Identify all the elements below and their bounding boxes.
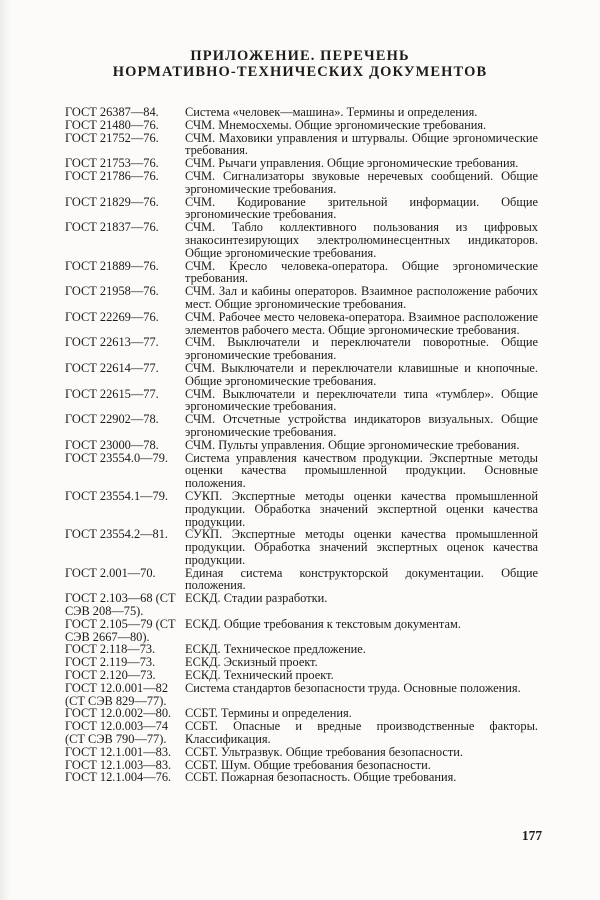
standard-description: ЕСКД. Общие требования к текстовым документам. xyxy=(185,616,461,631)
page-title-line2: НОРМАТИВНО-ТЕХНИЧЕСКИХ ДОКУМЕНТОВ xyxy=(112,64,488,80)
gost-number: ГОСТ 21752—76. xyxy=(65,130,159,145)
standard-description: СЧМ. Выключатели и переключатели типа «тумблер». Общие эргономические требования. xyxy=(185,386,538,414)
page-title-line1: ПРИЛОЖЕНИЕ. ПЕРЕЧЕНЬ xyxy=(190,48,410,64)
gost-number: ГОСТ 21786—76. xyxy=(65,168,159,183)
standard-description: СУКП. Экспертные методы оценки качества промышленной продукции. Обработка значений экспертных оценок качества продукции. xyxy=(185,527,538,567)
gost-number: ГОСТ 2.118—73. xyxy=(65,642,156,657)
standard-entry xyxy=(65,490,538,528)
standard-description: СЧМ. Сигнализаторы звуковые неречевых сообщений. Общие эргономические требования. xyxy=(185,168,538,196)
standard-entry xyxy=(65,771,538,784)
standard-entry xyxy=(65,528,538,566)
gost-number: ГОСТ 12.0.002—80. xyxy=(65,706,172,721)
standard-description: СЧМ. Выключатели и переключатели поворотные. Общие эргономические требования. xyxy=(185,335,538,363)
standard-description: Система «человек—машина». Термины и определения. xyxy=(185,105,478,119)
gost-number: ГОСТ 21837—76. xyxy=(65,220,159,235)
standard-entry xyxy=(65,567,538,593)
gost-number: ГОСТ 21829—76. xyxy=(65,194,159,209)
standard-entry xyxy=(65,285,538,311)
gost-number: ГОСТ 12.1.001—83. xyxy=(65,744,172,759)
gost-number: ГОСТ 22902—78. xyxy=(65,412,159,427)
standard-description: СЧМ. Рабочее место человека-оператора. Взаимное расположение элементов рабочего места. Общие эргономические требования. xyxy=(185,309,538,337)
gost-number: ГОСТ 21753—76. xyxy=(65,156,159,171)
gost-number: ГОСТ 2.105—79 (СТ СЭВ 2667—80). xyxy=(65,616,176,644)
standard-description: СЧМ. Отсчетные устройства индикаторов визуальных. Общие эргономические требования. xyxy=(185,412,538,439)
gost-number: ГОСТ 21480—76. xyxy=(65,117,159,132)
standard-description: СЧМ. Маховики управления и штурвалы. Общие эргономические требования. xyxy=(185,130,538,158)
gost-number: ГОСТ 23000—78. xyxy=(65,437,159,452)
gost-number: ГОСТ 2.120—73. xyxy=(65,668,156,683)
page-title xyxy=(0,48,600,80)
page-number: 177 xyxy=(521,828,543,843)
standard-description: СЧМ. Кодирование зрительной информации. Общие эргономические требования. xyxy=(185,194,538,222)
gost-number: ГОСТ 22614—77. xyxy=(65,360,159,375)
standard-entry xyxy=(65,720,538,746)
standard-entry xyxy=(65,221,538,259)
gost-number: ГОСТ 26387—84. xyxy=(65,105,159,119)
standard-description: СЧМ. Кресло человека-оператора. Общие эргономические требования. xyxy=(185,258,538,286)
standard-description: СЧМ. Пульты управления. Общие эргономические требования. xyxy=(185,437,520,452)
gost-number: ГОСТ 12.1.004—76. xyxy=(65,770,172,785)
standard-entry xyxy=(65,388,538,414)
standard-description: ССБТ. Шум. Общие требования безопасности. xyxy=(185,757,431,772)
gost-number: ГОСТ 2.001—70. xyxy=(65,565,156,580)
standard-entry xyxy=(65,413,538,439)
standard-entry xyxy=(65,170,538,196)
standard-description: СЧМ. Табло коллективного пользования из цифровых знакосинтезирующих электролюминесцентных индикаторов. Общие эргономические требования. xyxy=(185,220,538,260)
standard-description: ССБТ. Опасные и вредные производственные факторы. Классификация. xyxy=(185,719,538,747)
standard-entry xyxy=(65,746,538,759)
gost-number: ГОСТ 23554.0—79. xyxy=(65,450,169,465)
gost-number: ГОСТ 21958—76. xyxy=(65,284,159,299)
standard-description: ЕСКД. Технический проект. xyxy=(185,668,334,683)
standard-entry xyxy=(65,682,538,708)
standard-entry xyxy=(65,119,538,132)
standard-entry xyxy=(65,311,538,337)
standard-description: Система стандартов безопасности труда. Основные положения. xyxy=(185,680,521,695)
standard-entry xyxy=(65,362,538,388)
standard-description: ЕСКД. Техническое предложение. xyxy=(185,642,366,657)
standard-description: Система управления качеством продукции. Экспертные методы оценки качества промышленной продукции. Основные положения. xyxy=(185,450,538,491)
standard-entry xyxy=(65,132,538,158)
standard-entry xyxy=(65,618,538,644)
gost-number: ГОСТ 22269—76. xyxy=(65,309,159,324)
gost-number: ГОСТ 12.1.003—83. xyxy=(65,757,172,772)
standard-description: СЧМ. Рычаги управления. Общие эргономические требования. xyxy=(185,156,519,171)
standard-description: Единая система конструкторской документации. Общие положения. xyxy=(185,565,538,593)
gost-number: ГОСТ 21889—76. xyxy=(65,258,159,273)
gost-number: ГОСТ 12.0.003—74 (СТ СЭВ 790—77). xyxy=(65,719,169,747)
standard-description: ССБТ. Термины и определения. xyxy=(185,706,352,721)
standard-entry xyxy=(65,439,538,452)
standard-entry xyxy=(65,196,538,222)
gost-number: ГОСТ 22615—77. xyxy=(65,386,159,401)
standard-description: СЧМ. Зал и кабины операторов. Взаимное расположение рабочих мест. Общие эргономические требования. xyxy=(185,284,538,311)
standard-description: СЧМ. Выключатели и переключатели клавишные и кнопочные. Общие эргономические требования. xyxy=(185,360,538,388)
gost-number: ГОСТ 2.119—73. xyxy=(65,655,156,670)
standard-description: ССБТ. Пожарная безопасность. Общие требования. xyxy=(185,770,457,785)
standard-entry xyxy=(65,106,538,119)
standard-description: ЕСКД. Эскизный проект. xyxy=(185,655,318,670)
gost-number: ГОСТ 12.0.001—82 (СТ СЭВ 829—77). xyxy=(65,680,169,708)
gost-number: ГОСТ 2.103—68 (СТ СЭВ 208—75). xyxy=(65,591,176,619)
standard-entry xyxy=(65,592,538,618)
standard-entry xyxy=(65,260,538,286)
gost-number: ГОСТ 22613—77. xyxy=(65,335,159,350)
standard-description: СЧМ. Мнемосхемы. Общие эргономические требования. xyxy=(185,117,487,132)
standard-description: ССБТ. Ультразвук. Общие требования безопасности. xyxy=(185,744,463,759)
standards-list xyxy=(65,106,538,784)
standard-entry xyxy=(65,669,538,682)
gost-number: ГОСТ 23554.2—81. xyxy=(65,527,169,542)
standard-entry xyxy=(65,452,538,490)
standard-entry xyxy=(65,336,538,362)
gost-number: ГОСТ 23554.1—79. xyxy=(65,488,169,503)
standard-description: СУКП. Экспертные методы оценки качества промышленной продукции. Обработка значений экспертной оценки качества продукции. xyxy=(185,488,538,529)
standard-description: ЕСКД. Стадии разработки. xyxy=(185,591,328,606)
